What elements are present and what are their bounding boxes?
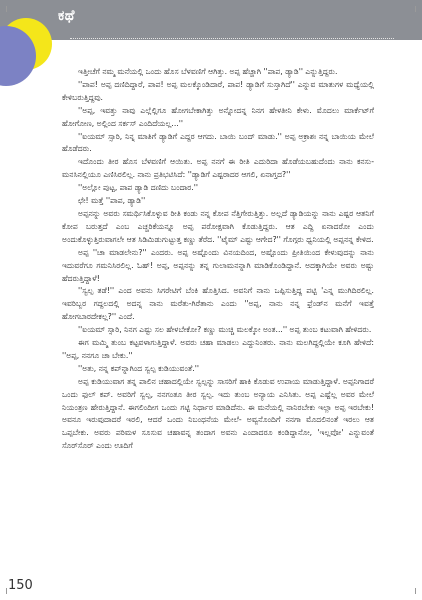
paragraph: ಛೇ! ಮತ್ತೆ ''ಪಾಪ, ಡ್ಯಾಡಿ'' xyxy=(78,196,146,206)
page-number: 150 xyxy=(8,578,33,593)
paragraph: ''ಅಪ್ಪ, ಇವತ್ತು ನಾವು ಎಲ್ಲೆಲ್ಲಿಗೂ ಹೋಗಬೇಕಾಗಿತ್ತು ಅನ್ನೋದನ್ನ ನಿನಗ ಹೇಳತೀನಿ ಕೇಳು. ಮೊದಲು ಮಾರ್ಕೆಟ್‌ಗೆ ಹೋಗೋಣ, ಅಲ್ಲಿಂದ ಸರ್ಕಸ್ ಎಂದಿದೆಯಲ್ಲ...'' xyxy=(62,105,374,128)
paragraph: ಇತ್ತೀಚೆಗೆ ನಮ್ಮ ಮನೆಯಲ್ಲಿ ಒಂದು ಹೊಸ ಬೆಳವಣಿಗೆ ಆಗಿತ್ತು. ಅಪ್ಪ ಹೆಚ್ಚಾಗಿ ''ಪಾಪ, ಡ್ಯಾಡಿ'' ಎನ್ನುತ್ತಿದ್ದರು. xyxy=(78,67,338,76)
paragraph: ''ಐಯಮ್ ಸ್ಸಾರಿ, ನಿನಗ ಎಷ್ಟು ಸಲ ಹೇಳಬೇಕೋ? ಕಣ್ಣು ಮುಚ್ಚಿ ಮಲಕ್ಕೋ ಅಂತ...'' ಅಪ್ಪ ತುಂಬ ಕಟುವಾಗಿ ಹೇಳಿದರು. xyxy=(78,325,372,335)
paragraph: ''ಸ್ವಲ್ಪ ತಡೆ!'' ಎಂದ ಅವನು ಸಿಗರೇಟಿಗೆ ಬೆಂಕಿ ಹೊತ್ತಿಸಿದ. ಅವನಿಗೆ ನಾನು ಒಪ್ಪಿಸುತ್ತಿದ್ದ ಪಟ್ಟಿ 'ಎನ್ನ ಮುಗಿದಿರಲಿಲ್ಲ. ಇವರಿಬ್ಬರ ಗದ್ದಲದಲ್ಲಿ ಅದನ್ನ ನಾನು ಮರೆತು-ಗಿರೆತಾನು ಎಂದು ''ಅಪ್ಪ, ನಾನು ನನ್ನ ಫ್ರೆಂಡ್‌ನ ಮನೆಗೆ ಇವತ್ತೆ ಹೋಗಬಾರದೇಕಲ್ಲ?'' ಎಂದೆ. xyxy=(62,286,374,322)
paragraph: ಈಗ ಮಮ್ಮಿ ತುಂಬ ಕಟ್ಟವಳಾಗುತ್ತಿದ್ದಾಳೆ. ಅವರು ಚಹಾ ಮಾಡಲು ಎದ್ದುನಿಂತರು. ನಾನು ಮಲಗಿದ್ದಲ್ಲಿಯೇ ಕೂಗಿ ಹೇಳಿದೆ: ''ಅಪ್ಪ, ನನಗೂ ಚಾ ಬೇಕು.'' xyxy=(62,338,374,360)
paragraph: ಇದೊಂದು ತೀರ ಹೊಸ ಬೆಳವಣಿಗೆ ಆಯಿತು. ಅಪ್ಪ ನನಗೆ ಈ ರೀತಿ ಎದುರಿದಾ ಹೊಡೆಯಬಹುದೆಂದು ನಾನು ಕನಸು-ಮನಸಿನಲ್ಲಿಯೂ ಎಣಿಸಿರಲಿಲ್ಲ. ನಾನು ಪ್ರತಿಭಟಿಸಿದೆ: ''ಡ್ಯಾಡಿಗೆ ಎಷ್ಟರಾದರ ಆಗಲಿ, ಏನಾಗ್ತದ?'' xyxy=(62,157,374,180)
crop-mark xyxy=(6,6,7,12)
crop-mark xyxy=(415,6,416,12)
paragraph: ''ಪಾಪ! ಅಪ್ಪ ದಣಿದಿದ್ದಾರೆ, ಪಾಪ! ಅಪ್ಪ ಮಲಕ್ಕೊಂಡಿದಾರೆ, ಪಾಪ! ಡ್ಯಾಡಿಗೆ ಸುಸ್ತಾಗಿದೆ'' ಎನ್ನುವ ಮಾತುಗಳ ಮಧ್ಯೆಯಲ್ಲಿ ಕೇಳಿಬರುತ್ತಿದ್ದವು. xyxy=(62,79,374,102)
paragraph: ಅಪ್ಪ ''ಚಾ ಮಾಡಲೇನು?'' ಎಂದರು. ಅಪ್ಪ ಅಷ್ಟೊಂದು ವಿನಯದಿಂದ, ಅಷ್ಟೊಂದು ಪ್ರೀತಿಯಿಂದ ಕೇಳುವುದನ್ನು ನಾನು ಇದುವರೆಗೂ ಗಮನಿಸಿರಲಿಲ್ಲ. ಓಹ್! ಅಪ್ಪ, ಅಪ್ಪನನ್ನು ತನ್ನ ಗುಲಾಮನನ್ನಾಗಿ ಮಾಡಿಕೊಂಡಿದ್ದಾನೆ. ಅದಕ್ಕಾಗಿಯೇ ಅವರು ಅಷ್ಟು ಹೆದರುತ್ತಿದ್ದಾಳೆ! xyxy=(62,247,374,283)
story-body xyxy=(62,66,374,453)
paragraph: ''ಐಯಮ್ ಸ್ಸಾರಿ, ನಿನ್ನ ಮಾತಿಗೆ ಡ್ಯಾಡಿಗೆ ಎದ್ದರ ಆಗದು. ಬಾಯಿ ಬಂದ್ ಮಾಡು.'' ಅಪ್ಪ ಅಕ್ರಾಶಃ ನನ್ನ ಬಾಯಿಯ ಮೇಲೆ ಹೊಡೆದರು. xyxy=(62,131,374,154)
paragraph: ''ಅಲ್ಲೋ ಪುಟ್ಟ, ಪಾಪ ಡ್ಯಾಡಿ ದಣಿದು ಬಂದಾರ.'' xyxy=(78,183,199,193)
section-title: ಕಥೆ xyxy=(58,8,75,24)
crop-mark xyxy=(6,588,7,594)
crop-mark xyxy=(415,588,416,594)
paragraph: ''ಅತು, ನನ್ನ ಕಪ್‌ನ್ನಾಗಿಂದ ಸ್ವಲ್ಪ ಕುಡಿಯುವಂತೆ.'' xyxy=(78,363,199,373)
header-rule xyxy=(70,38,394,39)
paragraph: ಅಪ್ಪನನ್ನು ಅವರು ಸಮರ್ಥಿಸಿಕೊಳ್ಳುವ ರೀತಿ ಕಂಡು ನನ್ನ ಕೋಪ ನೆತ್ತಿಗೇರುತ್ತಿತ್ತು. ಅಲ್ಲದೆ ಡ್ಯಾಡಿಯನ್ನು ನಾನು ಎಷ್ಟರ ಆತನಿಗೆ ಕೋಪ ಬರುತ್ತದೆ ಎಂಬ ಎಚ್ಚರಿಕೆಯನ್ನೂ ಅಪ್ಪ ಪರೋಕ್ಷವಾಗಿ ಕೊಡುತ್ತಿದ್ದರು. ಆತ ಎದ್ದಿ ಏನಾದರೋ ಎಂದು ಅಂದುಕೊಳ್ಳುತ್ತಿರುವಾಗಲೇ ಆತ ಸಿಡಿಮಿಡುಗುಟ್ಟುತ್ತ ಕಣ್ಣು ತೆರೆದ. ''ಟೈಮ್ ಎಷ್ಟು ಆಗೇದ?'' ಗೊಗ್ಗರು ಧ್ವನಿಯಲ್ಲಿ ಅಪ್ಪನನ್ನ ಕೇಳಿದ. xyxy=(62,208,374,244)
paragraph: ಅಪ್ಪ ಕುಡಿಯುವಾಗ ತನ್ನ ಪಾಲಿನ ಚಹಾದಲ್ಲಿಯೇ ಸ್ವಲ್ಪನ್ನು ಸಾಸರಿಗೆ ಹಾಕಿ ಕೊಡುವ ಉಪಾಯ ಮಾಡುತ್ತಿದ್ದಾಳೆ. ಅಪ್ಪನಿಗಾದರೆ ಒಂದು ಫುಲ್ ಕಪ್. ಅವರಿಗೆ ಸ್ವಲ್ಪ, ನನಗಂತೂ ತೀರ ಸ್ವಲ್ಪ. ಇದು ತುಂಬ ಅನ್ಯಾಯ ಎನಿಸಿತು. ಅಪ್ಪ ಎಷ್ಟೆಲ್ಲ ಅವರ ಮೇಲೆ ನಿಯಂತ್ರಣ ಹೇರುತ್ತಿದ್ದಾನೆ. ಈಗಲಿಂದೀಗ ಒಂದು ಗಟ್ಟಿ ನಿರ್ಧಾರ ಮಾಡಿದೆನು. ಈ ಮನೆಯಲ್ಲಿ ನಾನಿರಬೇಕು ಇಲ್ಲಾ ಅಪ್ಪ ಇರಬೇಕು! ಅವನೂ ಇರುವುದಾದರೆ ಇರಲಿ, ಆದರೆ ಒಂದು ನಿಬಂಧನೆಯ ಮೇಲೆ- ಅವ್ವನೊಂದಿಗೆ ನನಗಾ ಮೊದಲಿನಂತೆ ಇರಲು ಆತ ಒಪ್ಪಬೇಕು. ಅವರು ಪರಿಮಳ ಸೂಸುವ ಚಹಾವನ್ನ ತಂದಾಗ ಅವನು ಎಂದಾದರೂ ಕಂಡಿದ್ದಾನೋ, 'ಇಲ್ಲವೋ' ಎನ್ನುವಂತೆ ಸೊರ್‌ಸೊರ್ ಎಂದು ಊದಿಗೆ xyxy=(62,376,374,451)
